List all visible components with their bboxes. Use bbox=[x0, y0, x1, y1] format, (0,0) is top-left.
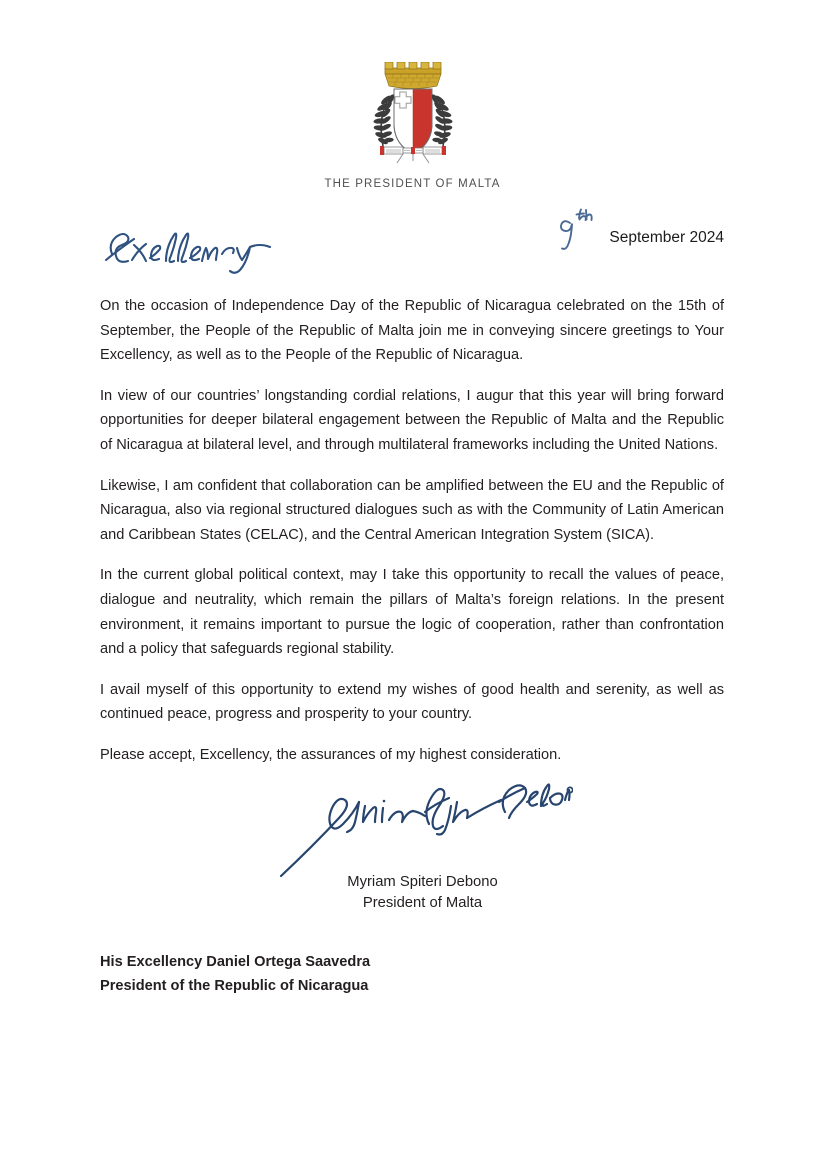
signer-name: Myriam Spiteri Debono bbox=[347, 874, 498, 890]
body-paragraph: Please accept, Excellency, the assurances of my highest consideration. bbox=[100, 746, 562, 763]
signature-block bbox=[0, 772, 825, 914]
body-paragraph: In view of our countries’ longstanding cordial relations, I augur that this year will bring forward opportunities for deeper bilateral engagement between the Republic of Malta and the Republic of Nicaragua at bilateral level, and through multilateral frameworks including the United Nations. bbox=[100, 387, 724, 453]
date-text: September 2024 bbox=[609, 228, 724, 246]
body-paragraph: In the current global political context, may I take this opportunity to recall the values of peace, dialogue and neutrality, which remain the pillars of Malta’s foreign relations. In the present environment, it remains important to pursue the logic of cooperation, rather than confrontation and a policy that safeguards regional stability. bbox=[100, 567, 724, 658]
handwritten-salutation bbox=[104, 214, 284, 276]
date-line bbox=[555, 206, 724, 254]
addressee-name: His Excellency Daniel Ortega Saavedra bbox=[100, 954, 371, 970]
body-paragraph: On the occasion of Independence Day of the Republic of Nicaragua celebrated on the 15th of September, the People of the Republic of Malta join me in conveying sincere greetings to Your Excellency, as well as to the People of the Republic of Nicaragua. bbox=[100, 298, 724, 364]
letterhead bbox=[0, 62, 825, 190]
handwritten-signature bbox=[273, 772, 573, 880]
handwritten-date-day bbox=[555, 206, 607, 254]
signer-title: President of Malta bbox=[362, 895, 483, 911]
signature-names bbox=[10, 872, 825, 914]
letterhead-title: THE PRESIDENT OF MALTA bbox=[324, 178, 501, 190]
addressee-title: President of the Republic of Nicaragua bbox=[100, 978, 369, 994]
body-paragraph: Likewise, I am confident that collaboration can be amplified between the EU and the Republic of Nicaragua, also via regional structured dialogues such as with the Community of Latin American and Caribbean States (CELAC), and the Central American Integration System (SICA). bbox=[100, 477, 724, 543]
body-paragraph: I avail myself of this opportunity to extend my wishes of good health and serenity, as well as continued peace, progress and prosperity to your country. bbox=[100, 681, 724, 723]
letter-body bbox=[100, 294, 724, 768]
coat-of-arms-icon bbox=[353, 62, 473, 170]
addressee-block bbox=[100, 950, 660, 998]
